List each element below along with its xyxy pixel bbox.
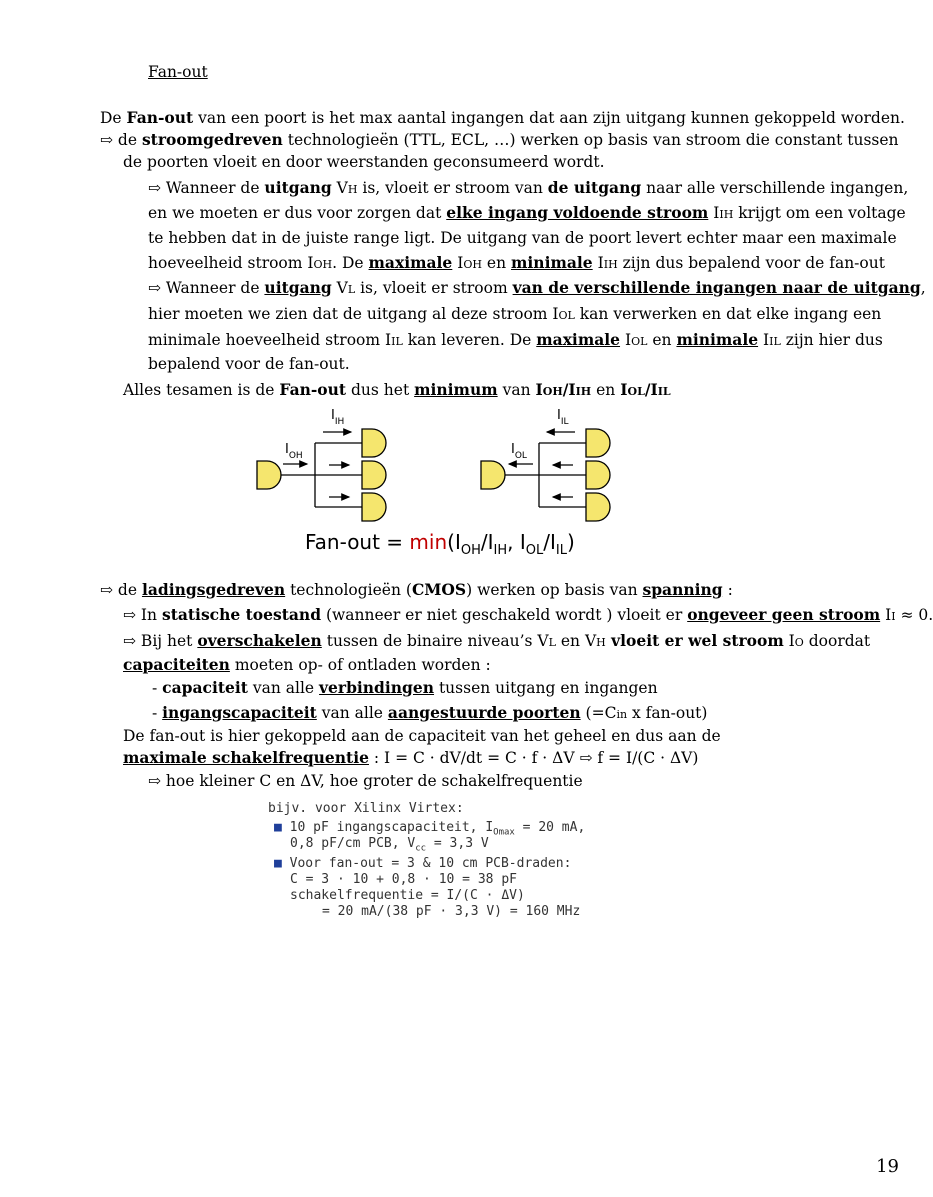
fanout-summary: Alles tesamen is de Fan-out dus het minimum van IOH/IIH en IOL/IIL bbox=[123, 380, 671, 399]
fanout-formula: $Fan-out = \min(I_{OH}/I_{IH}$, $I_{OL}/I_{IL}$) bbox=[305, 530, 575, 558]
coupling-line-1: De fan-out is hier gekoppeld aan de capaciteit van het geheel en dus aan de bbox=[123, 727, 721, 745]
charge-driven-line-1: ⇨ de ladingsgedreven technologieën (CMOS) werken op basis van spanning : bbox=[100, 580, 733, 599]
switching-line-2: capaciteiten moeten op- of ontladen worden : bbox=[123, 655, 491, 674]
arrow-icon: ⇨ bbox=[148, 772, 161, 790]
xilinx-example-box bbox=[262, 798, 586, 933]
load-gate-right-3 bbox=[586, 493, 610, 521]
intro-paragraph: De Fan-out van een poort is het max aantal ingangen dat aan zijn uitgang kunnen gekoppeld worden. bbox=[100, 108, 905, 127]
capacitance-item-2: - ingangscapaciteit van alle aangestuurde poorten (=Cin x fan-out) bbox=[152, 703, 708, 722]
load-gate-right-1 bbox=[586, 429, 610, 457]
arrow-icon: ⇨ bbox=[100, 131, 113, 149]
output-high-line-1: ⇨ Wanneer de uitgang VH is, vloeit er stroom van de uitgang naar alle verschillende ingangen, bbox=[148, 178, 909, 197]
bullet-icon: ■ bbox=[274, 856, 282, 871]
coupling-line-2: maximale schakelfrequentie : I = C · dV/dt = C · f · ΔV ⇨ f = I/(C · ΔV) bbox=[123, 748, 699, 767]
arrow-icon: ⇨ bbox=[100, 581, 113, 599]
output-low-line-3: minimale hoeveelheid stroom IIL kan leveren. De maximale IOL en minimale IIL zijn hier dus bbox=[148, 330, 883, 349]
ioh-label: $I_{OH}$ bbox=[285, 442, 303, 461]
example-bullet-2-line-1: ■ Voor fan-out = 3 & 10 cm PCB-draden: bbox=[274, 856, 572, 871]
current-driven-line-1: ⇨ de stroomgedreven technologieën (TTL, ECL, …) werken op basis van stroom die constant tussen bbox=[100, 130, 899, 149]
output-low-line-4: bepalend voor de fan-out. bbox=[148, 355, 350, 373]
load-gate-right-2 bbox=[586, 461, 610, 489]
arrow-icon: ⇨ bbox=[123, 632, 136, 650]
source-gate-left bbox=[257, 461, 281, 489]
output-high-line-4: hoeveelheid stroom IOH. De maximale IOH en minimale IIH zijn dus bepalend voor de fan-out bbox=[148, 253, 885, 272]
example-title: bijv. voor Xilinx Virtex: bbox=[268, 801, 464, 816]
output-low-line-2: hier moeten we zien dat de uitgang al deze stroom IOL kan verwerken en dat elke ingang een bbox=[148, 305, 882, 323]
example-bullet-1-line-2: 0,8 pF/cm PCB, $V_{cc} = 3,3$ V bbox=[290, 836, 489, 854]
example-bullet-2-line-3: schakelfrequentie = I/(C · ΔV) bbox=[290, 888, 525, 903]
iil-label: $I_{IL}$ bbox=[557, 408, 569, 427]
arrow-icon: ⇨ bbox=[148, 179, 161, 197]
example-bullet-2-line-4: = 20 mA/(38 pF · 3,3 V) = 160 MHz bbox=[322, 904, 581, 919]
fanout-diagram-svg bbox=[245, 405, 620, 563]
iih-label: $I_{IH}$ bbox=[331, 408, 345, 427]
current-driven-line-2: de poorten vloeit en door weerstanden geconsumeerd wordt. bbox=[123, 153, 605, 171]
bullet-icon: ■ bbox=[274, 820, 282, 835]
section-heading: Fan-out bbox=[148, 63, 208, 81]
load-gate-left-3 bbox=[362, 493, 386, 521]
load-gate-left-1 bbox=[362, 429, 386, 457]
fanout-diagram bbox=[245, 405, 620, 563]
iol-label: $I_{OL}$ bbox=[511, 442, 527, 461]
coupling-line-3: ⇨ hoe kleiner C en ΔV, hoe groter de schakelfrequentie bbox=[148, 772, 583, 790]
source-gate-right bbox=[481, 461, 505, 489]
example-bullet-1-line-1: ■ 10 pF ingangscapaciteit, $I_{Omax} = 20$ mA, bbox=[274, 820, 586, 838]
switching-line-1: ⇨ Bij het overschakelen tussen de binaire niveau’s VL en VH vloeit er wel stroom IO doordat bbox=[123, 631, 871, 650]
example-bullet-2-line-2: C = 3 · 10 + 0,8 · 10 = 38 pF bbox=[290, 872, 517, 887]
capacitance-item-1: - capaciteit van alle verbindingen tussen uitgang en ingangen bbox=[152, 678, 658, 697]
static-state-line: ⇨ In statische toestand (wanneer er niet geschakeld wordt ) vloeit er ongeveer geen stroom II ≈ 0. bbox=[123, 605, 933, 624]
load-gate-left-2 bbox=[362, 461, 386, 489]
arrow-icon: ⇨ bbox=[148, 279, 161, 297]
arrow-icon: ⇨ bbox=[123, 606, 136, 624]
output-low-line-1: ⇨ Wanneer de uitgang VL is, vloeit er stroom van de verschillende ingangen naar de uitgang, bbox=[148, 278, 926, 297]
output-high-line-3: te hebben dat in de juiste range ligt. De uitgang van de poort levert echter maar een maximale bbox=[148, 229, 897, 247]
page-number: 19 bbox=[876, 1156, 899, 1177]
output-high-line-2: en we moeten er dus voor zorgen dat elke ingang voldoende stroom IIH krijgt om een voltage bbox=[148, 203, 906, 222]
